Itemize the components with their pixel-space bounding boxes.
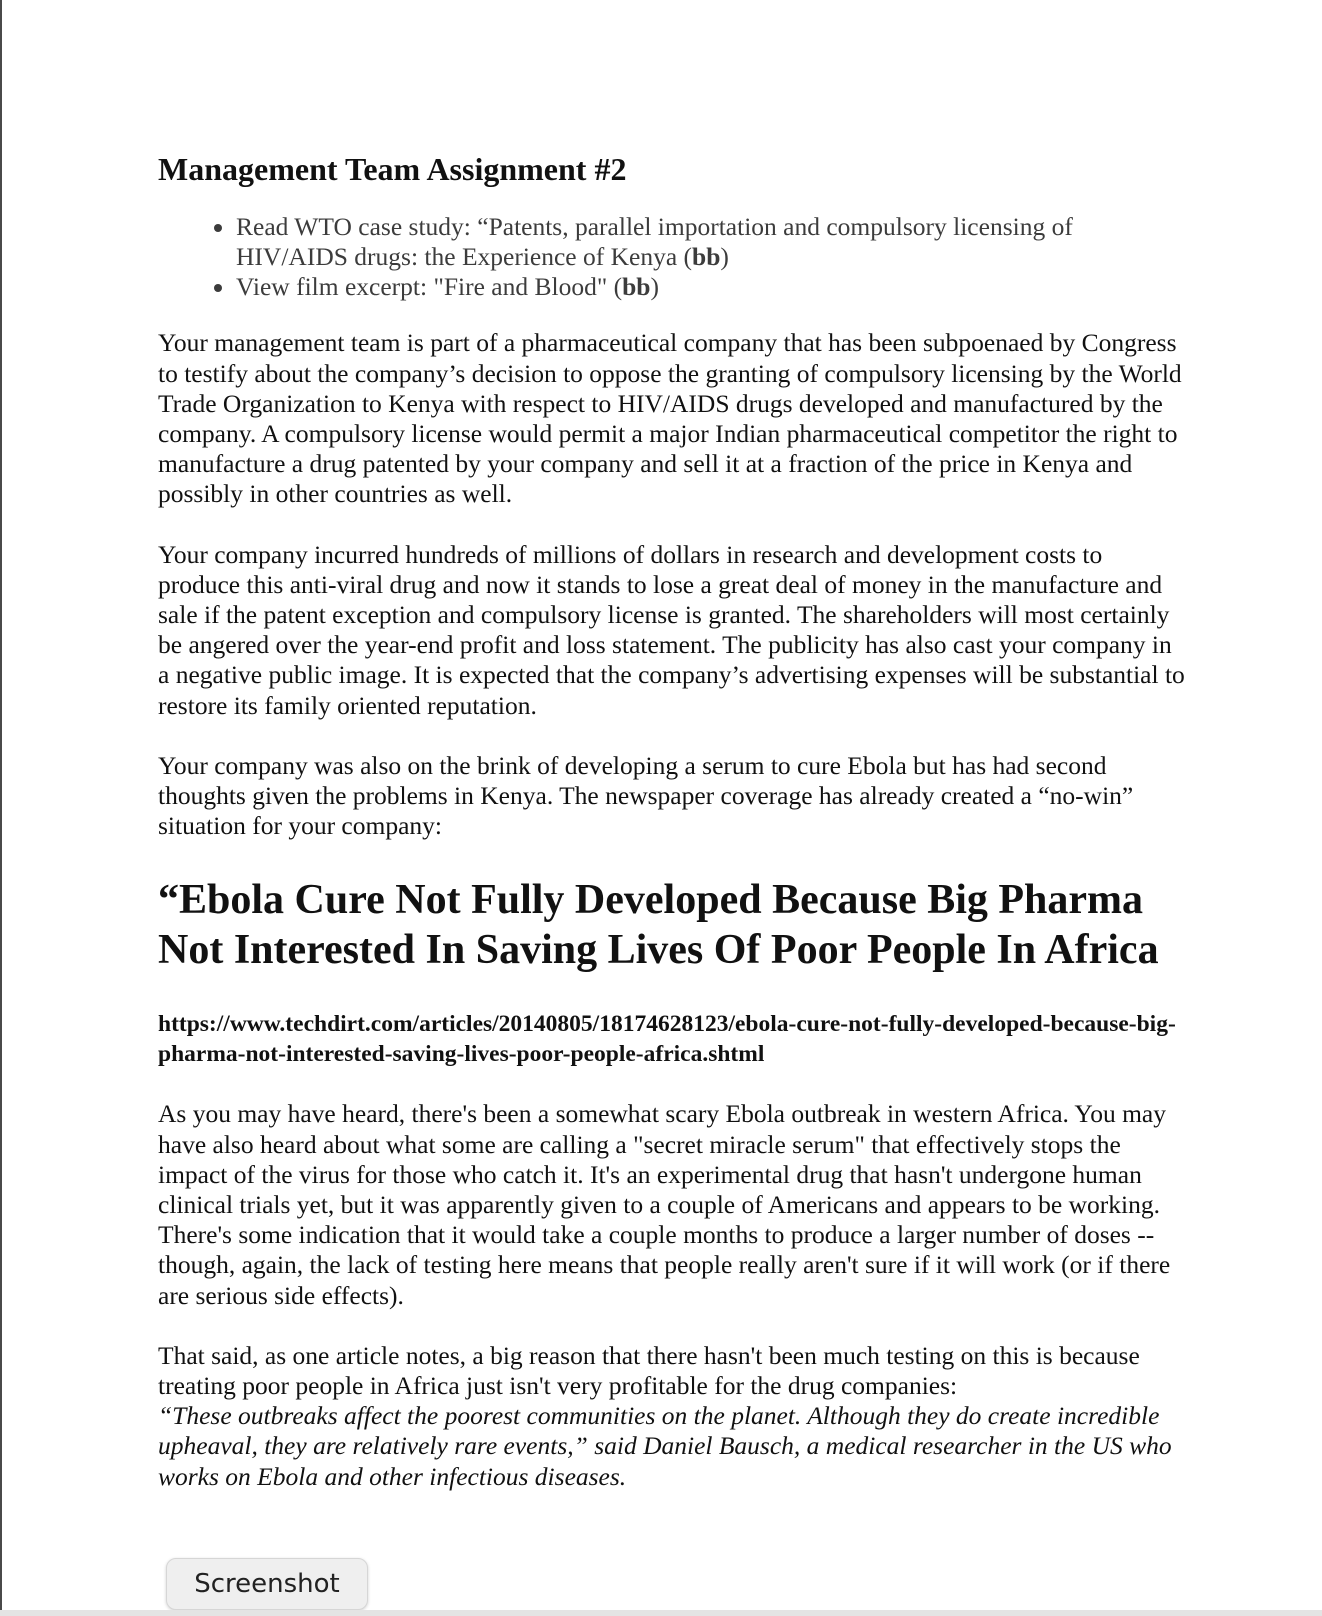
- reading-item-bb: bb: [692, 242, 721, 272]
- reading-item-close: ): [720, 242, 729, 272]
- article-headline: “Ebola Cure Not Fully Developed Because Big Pharma Not Interested In Saving Lives Of Poor People In Africa: [158, 877, 1159, 974]
- reading-item-text: Read WTO case study: “Patents, parallel importation and compulsory licensing of HIV/AIDS drugs: the Experience of Kenya (: [236, 212, 1073, 272]
- reading-item-close: ): [650, 272, 659, 302]
- bottom-bar: [0, 1610, 1322, 1616]
- page-edge: [0, 0, 2, 1616]
- paragraph-ebola-serum: Your company was also on the brink of developing a serum to cure Ebola but has had second thoughts given the problems in Kenya. The newspaper coverage has already created a “no-win” situation for your company:: [158, 750, 1134, 841]
- reading-list: [158, 212, 1188, 302]
- screenshot-button[interactable]: Screenshot: [166, 1558, 368, 1610]
- document-title: Management Team Assignment #2: [158, 151, 627, 187]
- document-body: [158, 150, 1188, 1492]
- article-paragraph-outbreak: As you may have heard, there's been a somewhat scary Ebola outbreak in western Africa. You may have also heard about what some are calling a "secret miracle serum" that effectively stops the impact of the virus for those who catch it. It's an experimental drug that hasn't undergone human clinical trials yet, but it was apparently given to a couple of Americans and appears to be working. There's some indication that it would take a couple months to produce a larger number of doses -- though, again, the lack of testing here means that people really aren't sure if it will work (or if there are serious side effects).: [158, 1099, 1171, 1310]
- reading-item-bb: bb: [622, 272, 651, 302]
- reading-item-case-study: [236, 212, 1188, 272]
- article-quote: “These outbreaks affect the poorest communities on the planet. Although they do create incredible upheaval, they are relatively rare events,” said Daniel Bausch, a medical researcher in the US who works on Ebola and other infectious diseases.: [158, 1401, 1172, 1491]
- reading-item-film: [236, 272, 1188, 302]
- paragraph-subpoena: Your management team is part of a pharmaceutical company that has been subpoenaed by Congress to testify about the company’s decision to oppose the granting of compulsory licensing by the World Trade Organization to Kenya with respect to HIV/AIDS drugs developed and manufactured by the company. A compulsory license would permit a major Indian pharmaceutical competitor the right to manufacture a drug patented by your company and sell it at a fraction of the price in Kenya and possibly in other countries as well.: [158, 328, 1182, 509]
- article-paragraph-profit: That said, as one article notes, a big reason that there hasn't been much testing on this is because treating poor people in Africa just isn't very profitable for the drug companies:: [158, 1340, 1140, 1401]
- paragraph-costs: Your company incurred hundreds of millions of dollars in research and development costs to produce this anti-viral drug and now it stands to lose a great deal of money in the manufacture and sale if the patent exception and compulsory license is granted. The shareholders will most certainly be angered over the year-end profit and loss statement. The publicity has also cast your company in a negative public image. It is expected that the company’s advertising expenses will be substantial to restore its family oriented reputation.: [158, 539, 1185, 720]
- reading-item-text: View film excerpt: "Fire and Blood" (: [236, 272, 623, 302]
- article-url: https://www.techdirt.com/articles/20140805/18174628123/ebola-cure-not-fully-developed-because-big-pharma-not-interested-saving-lives-poor-people-africa.shtml: [158, 1011, 1176, 1068]
